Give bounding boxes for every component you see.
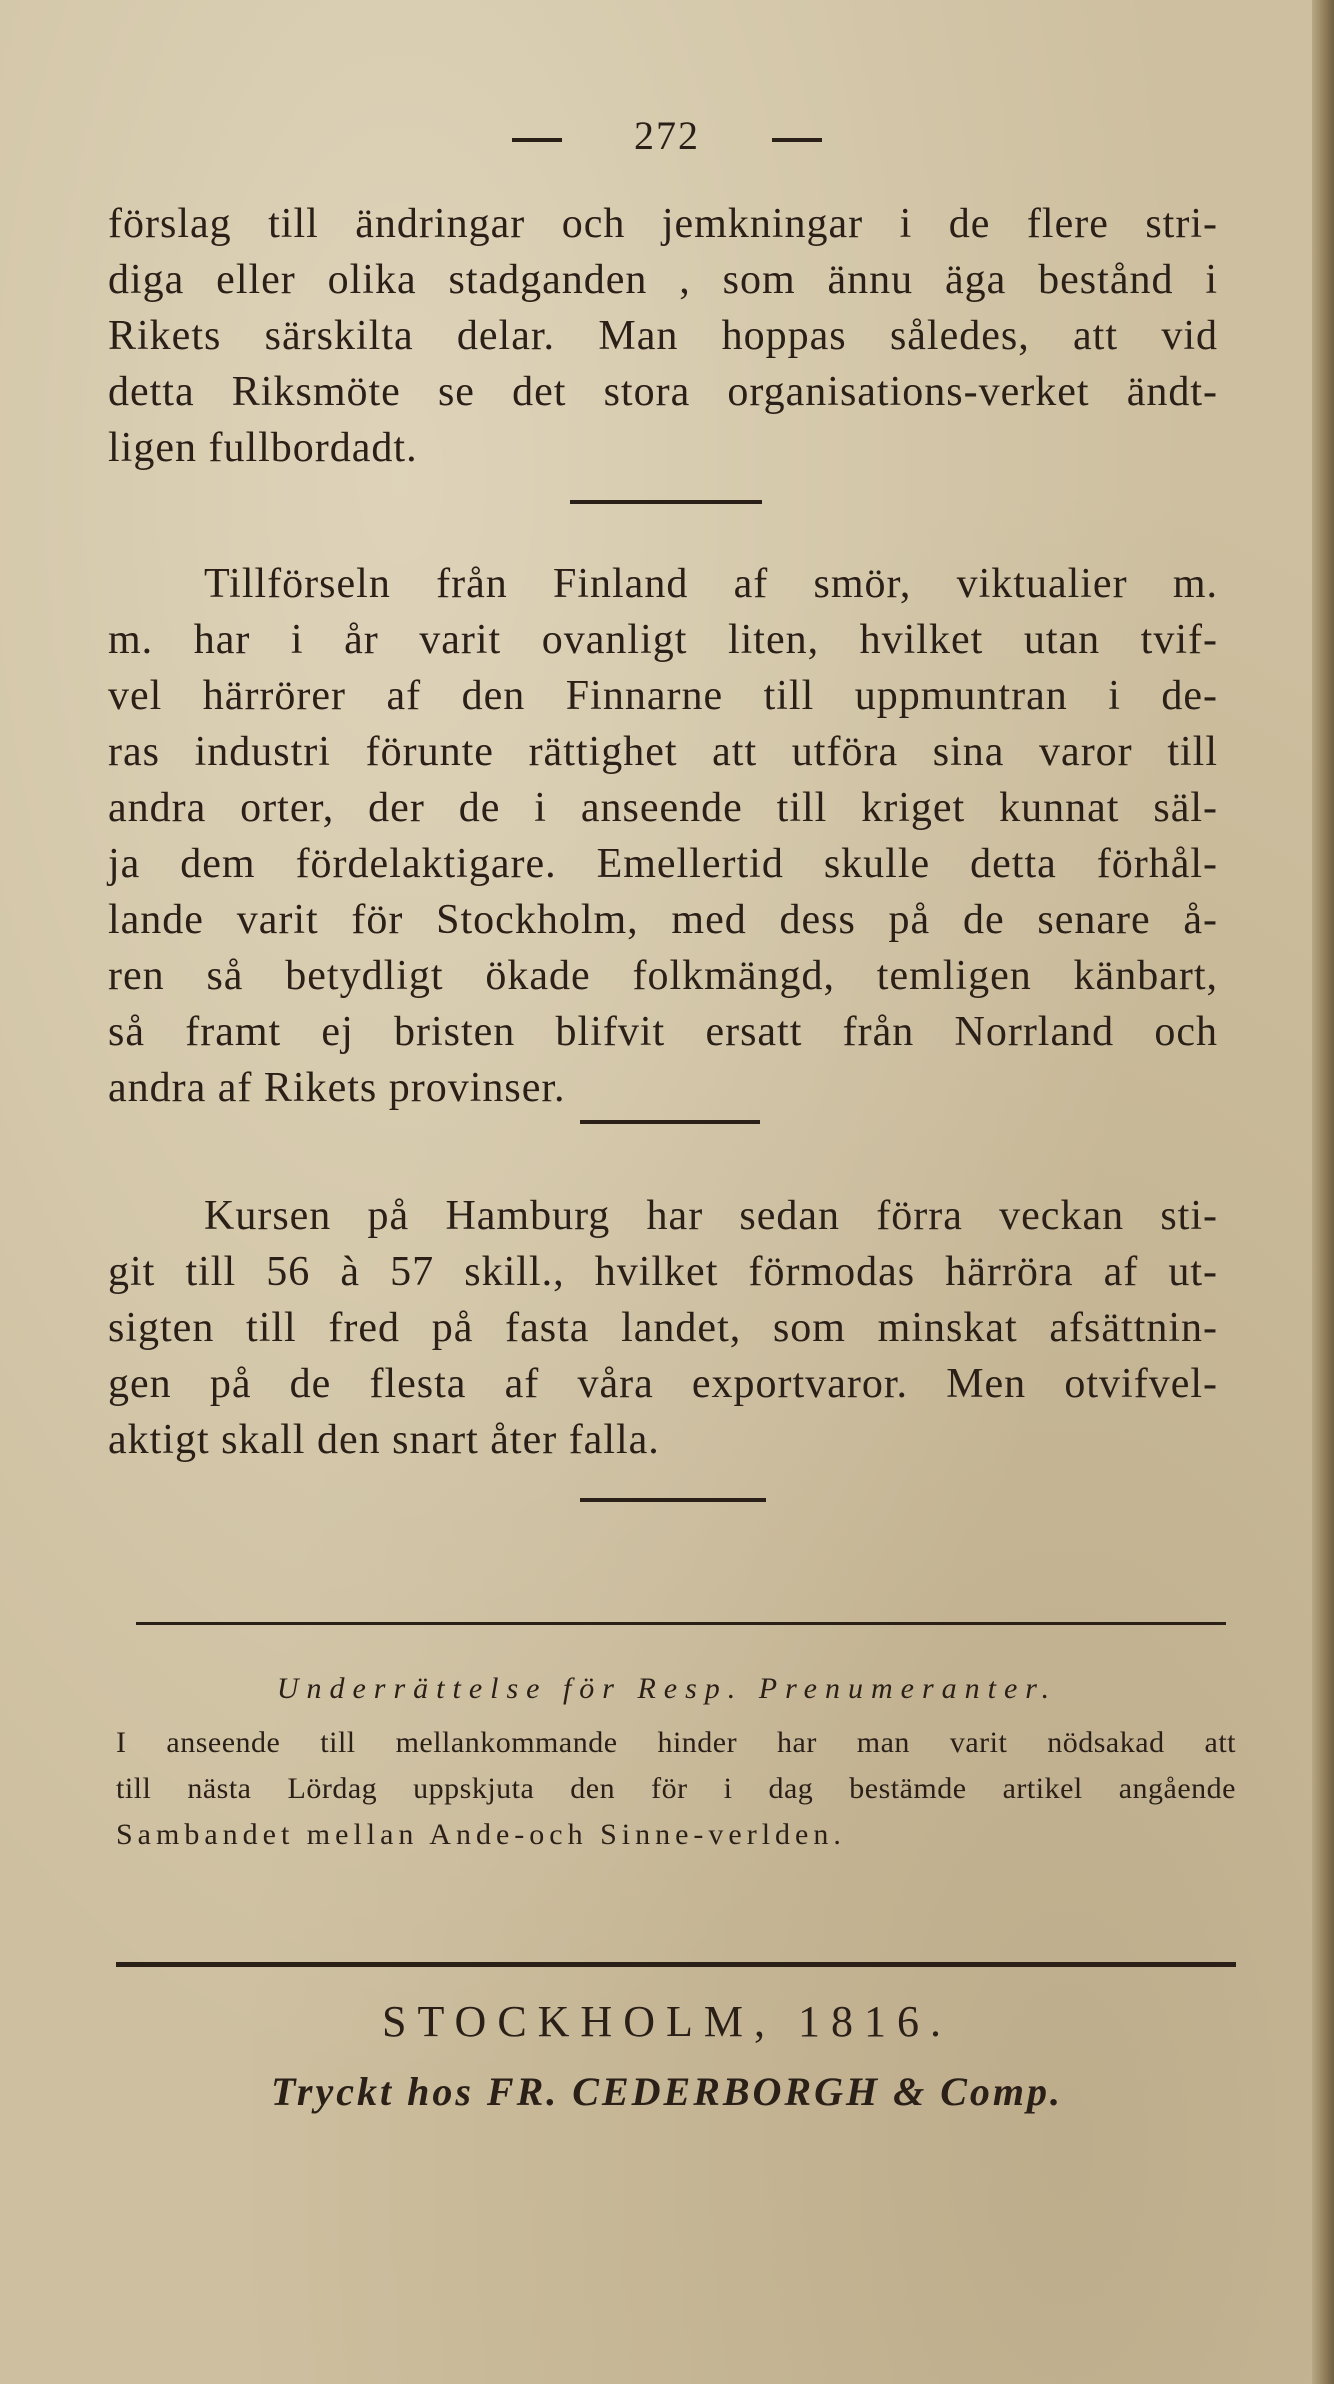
text-line: Tillförseln från Finland af smör, viktualier m. (204, 561, 1218, 607)
section-divider (580, 1498, 766, 1502)
text-line: diga eller olika stadganden , som ännu äga bestånd i (108, 257, 1218, 303)
text-line: vel härrörer af den Finnarne till uppmuntran i de- (108, 673, 1218, 719)
text-line: aktigt skall den snart åter falla. (108, 1417, 660, 1463)
text-line: Kursen på Hamburg har sedan förra veckan sti- (204, 1193, 1218, 1239)
page-number: 272 (634, 113, 700, 158)
imprint-city: STOCKHOLM, 1816. (381, 1997, 952, 2046)
text-line: andra af Rikets provinser. (108, 1065, 566, 1111)
text-line: ligen fullbordadt. (108, 425, 418, 471)
header-dash-right (772, 138, 822, 142)
text-line: andra orter, der de i anseende till kriget kunnat säl- (108, 785, 1218, 831)
section-divider (580, 1120, 760, 1124)
text-line: I anseende till mellankommande hinder har man varit nödsakad att (116, 1726, 1236, 1759)
imprint-rule (116, 1962, 1236, 1967)
page-header (0, 112, 1334, 159)
text-line: ja dem fördelaktigare. Emellertid skulle detta förhål- (108, 841, 1218, 887)
imprint-printer: Tryckt hos FR. CEDERBORGH & Comp. (270, 2069, 1064, 2114)
text-line: m. har i år varit ovanligt liten, hvilket utan tvif- (108, 617, 1218, 663)
paragraph-reform (108, 196, 1218, 476)
text-line: gen på de flesta af våra exportvaror. Men otvifvel- (108, 1361, 1218, 1407)
text-line: lande varit för Stockholm, med dess på de senare å- (108, 897, 1218, 943)
header-dash-left (512, 138, 562, 142)
text-line: ras industri förunte rättighet att utföra sina varor till (108, 729, 1218, 775)
notice-text (116, 1720, 1236, 1858)
text-line: så framt ej bristen blifvit ersatt från Norrland och (108, 1009, 1218, 1055)
notice-title: Underrättelse för Resp. Prenumeranter. (276, 1672, 1058, 1705)
text-line: till nästa Lördag uppskjuta den för i dag bestämde artikel angående (116, 1772, 1236, 1805)
section-divider (570, 500, 762, 504)
text-line: detta Riksmöte se det stora organisations-verket ändt- (108, 369, 1218, 415)
text-line: ren så betydligt ökade folkmängd, temligen känbart, (108, 953, 1218, 999)
paragraph-finland-supply (108, 556, 1218, 1116)
text-line: förslag till ändringar och jemkningar i de flere stri- (108, 201, 1218, 247)
text-line: Rikets särskilta delar. Man hoppas således, att vid (108, 313, 1218, 359)
text-line: sigten till fred på fasta landet, som minskat afsättnin- (108, 1305, 1218, 1351)
text-line: git till 56 à 57 skill., hvilket förmodas härröra af ut- (108, 1249, 1218, 1295)
notice-rule (136, 1622, 1226, 1625)
paragraph-hamburg-exchange (108, 1188, 1218, 1468)
text-line: Sambandet mellan Ande-och Sinne-verlden. (116, 1818, 846, 1851)
